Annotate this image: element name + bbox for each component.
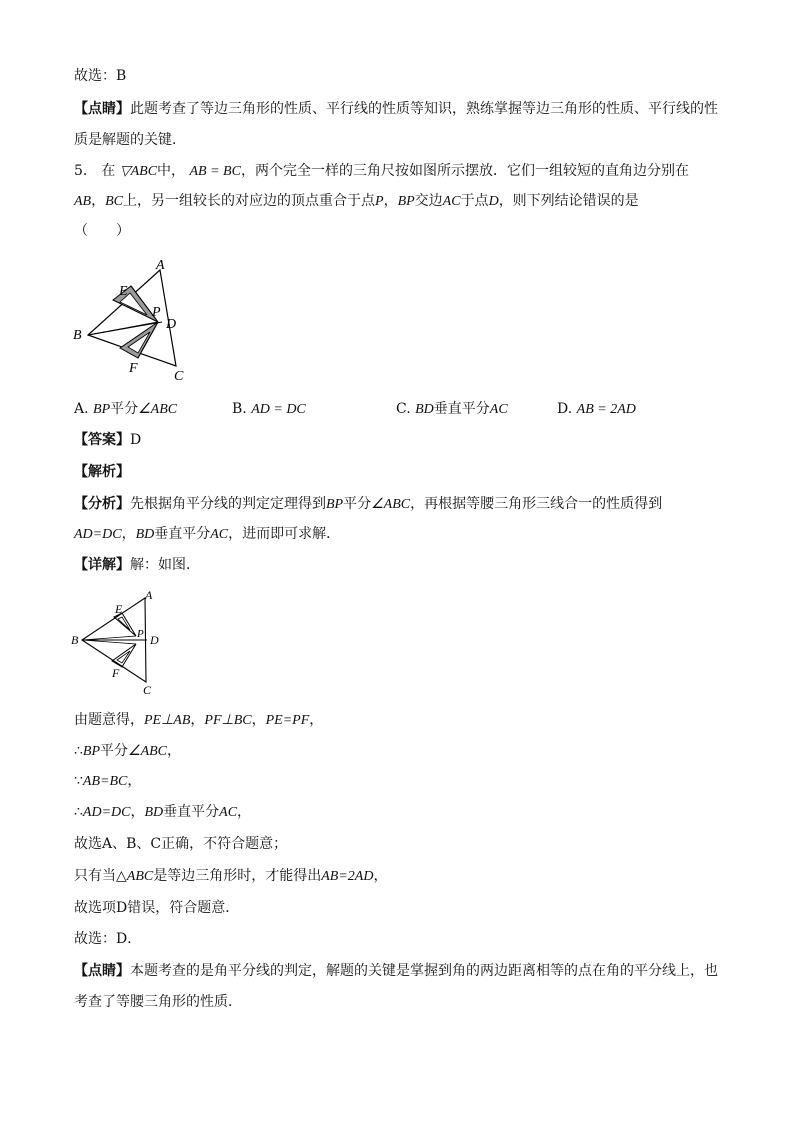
step-text: 平分 [100,743,129,759]
final-comment-tag: 【点睛】 [74,963,130,979]
figure-label-b: B [73,328,82,343]
step-text: ， [167,743,182,759]
solution-label-a: A [145,588,153,602]
step-math: AB=BC [82,774,128,789]
step-text: ， [237,804,252,820]
fenxi-tag: 【分析】 [74,496,130,512]
step-math: ABC [126,869,154,884]
fenxi-text: 先根据角平分线的判定定理得到 [130,496,326,512]
step-text: ， [130,804,145,820]
option-math: AD = DC [251,402,306,417]
q5-math: BC [105,194,123,209]
fenxi-text: 垂直平分 [154,526,211,542]
q5-math: AC [442,194,461,209]
step-text: 只有当△ [74,868,127,884]
step-text: 垂直平分 [163,804,220,820]
option-letter: D. [557,401,573,417]
option-text: 垂直平分 [433,401,490,417]
step-3 [74,771,141,792]
solution-label-c: C [143,683,152,697]
fenxi-text: 平分 [343,496,372,512]
fenxi-math: BP [326,497,344,512]
step-7: 故选项D错误，符合题意． [74,900,240,916]
step-math: PF⊥BC [204,713,252,728]
fenxi-text: ，进而即可求解． [228,526,341,542]
q5-text: ， [383,193,398,209]
option-letter: C. [396,401,411,417]
option-letter: A. [74,401,89,417]
figure-label-f: F [129,361,138,376]
step-text: ∴ [74,804,83,820]
answer-line [74,430,141,450]
q5-text: 于点 [460,193,489,209]
step-4 [74,802,251,823]
q5-math: BP [397,194,415,209]
fenxi-text: ，再根据等腰三角形三线合一的性质得到 [410,496,663,512]
q5-text: 上，另一组较长的对应边的顶点重合于点 [123,193,375,209]
q5-text: ， [91,193,106,209]
step-8: 故选：D． [74,931,142,947]
question-figure [66,255,206,385]
figure-label-e: E [119,284,128,299]
prev-comment-text: 此题考查了等边三角形的性质、平行线的性质等知识，熟练掌握等边三角形的性质、平行线的性 [130,101,718,117]
step-math: AC [219,805,238,820]
step-math: AD=DC [82,805,131,820]
q5-text: 中， [157,163,186,179]
q5-text: 在 [101,163,116,179]
step-math: BP [82,744,101,759]
step-2 [74,741,181,762]
q5-math: AB = BC [189,164,241,179]
option-b[interactable] [232,399,306,420]
q5-text: ，则下列结论错误的是 [498,193,639,209]
q5-text: ，两个完全一样的三角尺按如图所示摆放．它们一组较短的直角边分别在 [240,163,689,179]
step-text: ， [251,712,266,728]
figure-label-c: C [174,369,184,384]
detail-tag: 【详解】 [74,557,130,573]
step-5: 故选A、B、C正确，不符合题意； [74,836,288,852]
prev-comment-line-2: 质是解题的关键． [74,132,186,148]
step-text: ， [309,712,324,728]
option-text: 平分 [110,401,139,417]
option-c[interactable] [396,399,508,420]
fenxi-math: ∠ABC [371,497,411,512]
step-text: 是等边三角形时，才能得出 [153,868,322,884]
step-text: ∵ [74,773,83,789]
option-math: BD [415,402,434,417]
analysis-tag: 【解析】 [74,464,130,480]
solution-figure [66,583,176,698]
detail-line [74,555,200,575]
solution-label-p: P [137,628,144,640]
solution-label-b: B [71,633,79,647]
prev-answer-line: 故选：B [74,68,127,84]
step-math: BD [144,805,164,820]
final-comment-line-2: 考查了等腰三角形的性质． [74,994,242,1010]
fenxi-math: AD=DC [74,527,122,542]
option-d[interactable] [557,399,636,420]
step-6 [74,866,387,887]
prev-comment-tag: 【点睛】 [74,101,130,117]
option-math: BP [93,402,111,417]
q5-math: D [488,194,499,209]
step-text: ∴ [74,743,83,759]
question-5-paren: （ ） [74,223,130,239]
prev-comment-line-1 [74,99,718,119]
step-math: PE⊥AB [144,713,191,728]
final-comment-line-1 [74,961,718,981]
step-math: PE=PF [265,713,310,728]
solution-label-e: E [115,602,123,616]
figure-label-a: A [156,258,165,273]
step-math: ∠ABC [128,744,168,759]
step-text: ， [190,712,205,728]
fenxi-text: ， [121,526,136,542]
q5-text: 交边 [414,193,443,209]
option-math: AC [489,402,508,417]
solution-label-d: D [150,633,159,647]
fenxi-line-2 [74,524,340,545]
fenxi-math: AC [210,527,229,542]
step-1 [74,710,323,731]
figure-label-p: P [152,305,161,320]
q5-math: AB [74,194,92,209]
fenxi-math: BD [135,527,155,542]
fenxi-line-1 [74,494,662,515]
question-number: 5． [74,163,97,179]
q5-math: ▽ABC [119,164,158,179]
question-5-line-1 [74,161,689,182]
option-letter: B. [232,401,247,417]
q5-math: P [375,194,384,209]
figure-label-d: D [166,317,177,332]
final-comment-text: 本题考查的是角平分线的判定，解题的关键是掌握到角的两边距离相等的点在角的平分线上，也 [130,963,718,979]
step-math: AB=2AD [321,869,374,884]
option-a[interactable] [74,399,177,420]
solution-label-f: F [112,666,120,680]
option-math: AB = 2AD [576,402,636,417]
answer-tag: 【答案】 [74,432,130,448]
question-5-line-2 [74,191,639,212]
step-text: ， [373,868,388,884]
option-math: ∠ABC [138,402,178,417]
step-text: ， [127,773,142,789]
step-text: 由题意得， [74,712,144,728]
detail-text: 解：如图． [130,557,200,573]
answer-value: D [130,432,142,448]
